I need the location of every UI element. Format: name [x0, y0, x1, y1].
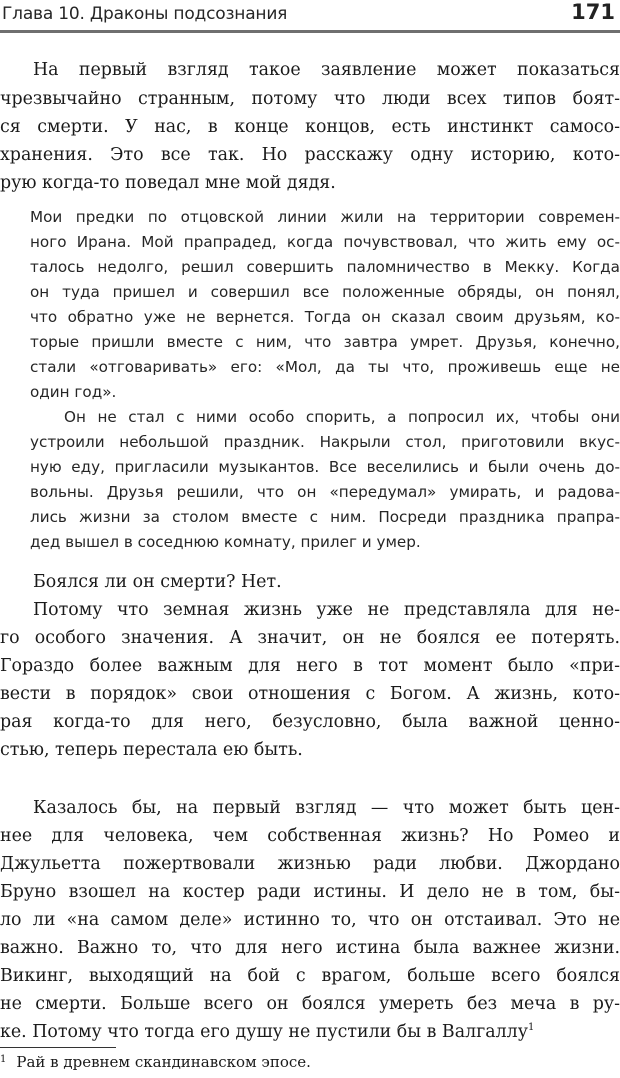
- footnote: [0, 1053, 311, 1071]
- page-header: [0, 0, 620, 33]
- text-line: го особого значения. А значит, он не боялся ее потерять.: [0, 628, 620, 648]
- text-line: рая когда-то для него, безусловно, была важной ценно-: [0, 712, 620, 732]
- quote-line: Мои предки по отцовской линии жили на территории современ-: [30, 208, 620, 226]
- quote-line: он туда пришел и совершил все положенные обряды, он понял,: [30, 283, 620, 301]
- footnote-reference: 1: [527, 1022, 535, 1033]
- quote-line: один год».: [30, 383, 117, 401]
- running-head: Глава 10. Драконы подсознания: [2, 4, 288, 24]
- quote-line: устроили небольшой праздник. Накрыли стол, приготовили вкус-: [30, 433, 620, 451]
- footnote-rule: [0, 1047, 116, 1048]
- text-line: ло ли «на самом деле» истинно то, что он отстаивал. Это не: [0, 910, 620, 930]
- text-line: Гораздо более важным для него в тот момент было «при-: [0, 656, 620, 676]
- header-rule: [0, 30, 620, 33]
- quote-line: лись жизни за столом вместе с ним. Посреди праздника прапра-: [30, 508, 620, 526]
- text-line: важно. Важно то, что для него истина была важнее жизни.: [0, 938, 620, 958]
- text-line: На первый взгляд такое заявление может показаться: [33, 60, 620, 80]
- text-line: ся смерти. У нас, в конце концов, есть инстинкт самосо-: [0, 117, 620, 137]
- footnote-text: Рай в древнем скандинавском эпосе.: [16, 1053, 311, 1071]
- quote-line: что обратно уже не вернется. Тогда он сказал своим друзьям, ко-: [30, 308, 620, 326]
- text-line: Казалось бы, на первый взгляд — что может быть цен-: [33, 798, 620, 818]
- text-line: не смерти. Больше всего он боялся умереть без меча в ру-: [0, 994, 620, 1014]
- text-line-content: ке. Потому что тогда его душу не пустили бы в Валгаллу: [0, 1022, 528, 1042]
- text-line: [0, 1022, 534, 1042]
- text-line: хранения. Это все так. Но расскажу одну историю, кото-: [0, 145, 620, 165]
- text-line: нее для человека, чем собственная жизнь? Но Ромео и: [0, 826, 620, 846]
- quote-line: Он не стал с ними особо спорить, а попросил их, чтобы они: [64, 408, 620, 426]
- text-line: Джульетта пожертвовали жизнью ради любви. Джордано: [0, 854, 620, 874]
- quote-line: вольны. Друзья решили, что он «передумал» умирать, и радова-: [30, 483, 620, 501]
- text-line: стью, теперь перестала ею быть.: [0, 740, 303, 760]
- quote-line: талось недолго, решил совершить паломничество в Мекку. Когда: [30, 258, 620, 276]
- text-line: Потому что земная жизнь уже не представляла для не-: [33, 600, 620, 620]
- text-line: чрезвычайно странным, потому что люди всех типов боят-: [0, 89, 620, 109]
- text-line: Бруно взошел на костер ради истины. И дело не в том, бы-: [0, 882, 620, 902]
- quote-line: стали «отговаривать» его: «Мол, да ты что, проживешь еще не: [30, 358, 620, 376]
- footnote-marker: 1: [0, 1054, 7, 1065]
- text-line: вести в порядок» свои отношения с Богом. А жизнь, кото-: [0, 684, 620, 704]
- text-line: Боялся ли он смерти? Нет.: [33, 572, 282, 592]
- text-line: рую когда-то поведал мне мой дядя.: [0, 173, 336, 193]
- quote-line: торые пришли вместе с ним, что завтра умрет. Друзья, конечно,: [30, 333, 620, 351]
- text-line: Викинг, выходящий на бой с врагом, больше всего боялся: [0, 966, 620, 986]
- quote-line: ную еду, пригласили музыкантов. Все веселились и были очень до-: [30, 458, 620, 476]
- quote-line: ного Ирана. Мой прапрадед, когда почувствовал, что жить ему ос-: [30, 233, 620, 251]
- quote-line: дед вышел в соседнюю комнату, прилег и умер.: [30, 533, 421, 551]
- page-number: 171: [571, 0, 615, 24]
